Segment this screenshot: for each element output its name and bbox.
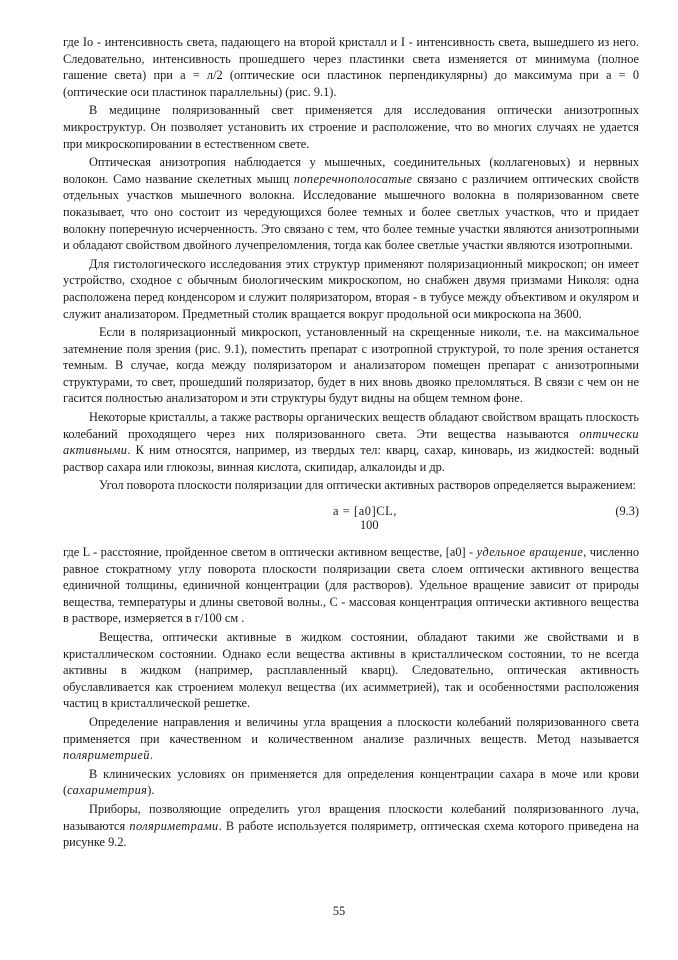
paragraph-medicine-polarized-light: В медицине поляризованный свет применяется для исследования оптически анизотропных микроструктур. Он позволяет установить их строение и расположение, что во многих случаях не удается при микроскопировании в естественном свете. xyxy=(63,103,639,151)
text-run: . В работе используется поляриметр, оптическая схема которого приведена на рисунке 9.2. xyxy=(63,818,640,850)
paragraph-liquid-crystal-activity: Вещества, оптически активные в жидком состоянии, обладают такими же свойствами и в кристаллическом состоянии. Однако если вещества активны в кристаллическом состоянии, то не всегда активны в жидком (например, расплавленный кварц). Следовательно, оптическая активность обуславливается как строением молекул вещества (их асимметрией), так и особенностями расположения частиц в кристаллической решетке. xyxy=(63,630,639,711)
italic-term-optically-active: оптически активными xyxy=(63,426,639,458)
paragraph-polarization-microscope: Для гистологического исследования этих структур применяют поляризационный микроскоп; он имеет устройство, сходное с обычным биологическим микроскопом, но снабжен двумя призмами Николя: одна расположена перед конденсором и служит поляризатором, вторая - в тубусе между объективом и окуляром и служит анализатором. Предметный столик вращается вокруг продольной оси микроскопа на 3600. xyxy=(63,256,639,321)
text-run: , численно равное стократному углу поворота плоскости поляризации света слоем оптически активного вещества единичной толщины, единичной концентрации (для растворов). Удельное вращение зависит от природы вещества, температуры и длины световой волны., C - массовая концентрация оптически активного вещества в растворе, измеряется в г/100 см . xyxy=(63,545,640,626)
paragraph-polarimeters xyxy=(63,801,639,851)
italic-term-saccharimetry: сахариметрия xyxy=(67,783,148,798)
italic-term-specific-rotation: удельное вращение xyxy=(476,545,584,560)
paragraph-saccharimetry xyxy=(63,766,639,799)
page-number: 55 xyxy=(332,904,346,918)
paragraph-crossed-nicols: Если в поляризационный микроскоп, установленный на скрещенные николи, т.е. на максимальное затемнение поля зрения (рис. 9.1), поместить препарат с изотропной структурой, то поле зрения останется темным. В случае, когда между поляризатором и анализатором помещен препарат с анизотропными структурами, то свет, прошедший поляризатор, будет в них вновь двояко преломляться. В связи с чем он не гасится полностью анализатором и эти структуры будут видны на общем темном фоне. xyxy=(63,325,639,406)
text-run: . xyxy=(149,748,153,763)
formula-denominator: 100 xyxy=(360,518,379,533)
formula-number: (9.3) xyxy=(615,504,639,519)
text-run: В клинических условиях он применяется для определения концентрации сахара в моче или крови ( xyxy=(63,766,639,798)
page-content xyxy=(63,34,639,853)
text-run: . К ним относятся, например, из твердых тел: кварц, сахар, киноварь, из жидкостей: водный раствор сахара или глюкозы, винная кислота, скипидар, алкалоиды и др. xyxy=(63,443,639,474)
text-run: Приборы, позволяющие определить угол вращения плоскости колебаний поляризованного луча, называются xyxy=(63,801,639,833)
italic-term-polarimetry: поляриметрией xyxy=(63,748,150,763)
text-run: Оптическая анизотропия наблюдается у мышечных, соединительных (коллагеновых) и нервных волокон. Само название скелетных мышц xyxy=(63,155,639,186)
paragraph-optically-active xyxy=(63,409,639,475)
paragraph-optical-anisotropy xyxy=(63,154,639,254)
text-run: где L - расстояние, пройденное светом в оптически активном веществе, [a0] - xyxy=(63,545,477,560)
italic-term-polarimeters: поляриметрами xyxy=(129,818,219,833)
text-run: Определение направления и величины угла вращения a плоскости колебаний поляризованного света применяется при качественном и количественном анализе различных веществ. Метод называется xyxy=(63,714,639,746)
paragraph-intensity-definition: где Io - интенсивность света, падающего на второй кристалл и I - интенсивность света, вышедшего из него. Следовательно, интенсивность прошедшего через пластинки света изменяется от минимума (полное гашение света) при a = л/2 (оптические оси пластинок перпендикулярны) до максимума при a = 0 (оптические оси пластинок параллельны) (рис. 9.1). xyxy=(63,35,639,99)
italic-term-cross-striated: поперечнополосатые xyxy=(293,171,413,186)
text-run: ). xyxy=(147,783,155,798)
paragraph-rotation-angle-intro: Угол поворота плоскости поляризации для оптически активных растворов определяется выражением: xyxy=(99,478,637,493)
paragraph-formula-variables xyxy=(63,544,639,627)
text-run: связано с различием оптических свойств отдельных участков мышечного волокна. Исследование мышечного волокна в поляризованном свете показывает, что оно состоит из чередующихся более темных и более светлых участков, что и придает волокну поперечную исчерченность. Это связано с тем, что более темные участки являются анизотропными и обладают свойством двойного лучепреломления, тогда как более светлые участки являются изотропными. xyxy=(63,171,639,253)
formula-expression: a = [a0]CL, xyxy=(333,504,397,519)
text-run: Некоторые кристаллы, а также растворы органических веществ обладают свойством вращать плоскость колебаний проходящего через них поляризованного света. Эти вещества называются xyxy=(63,410,639,441)
paragraph-polarimetry xyxy=(63,714,639,764)
formula-9-3 xyxy=(63,498,639,542)
